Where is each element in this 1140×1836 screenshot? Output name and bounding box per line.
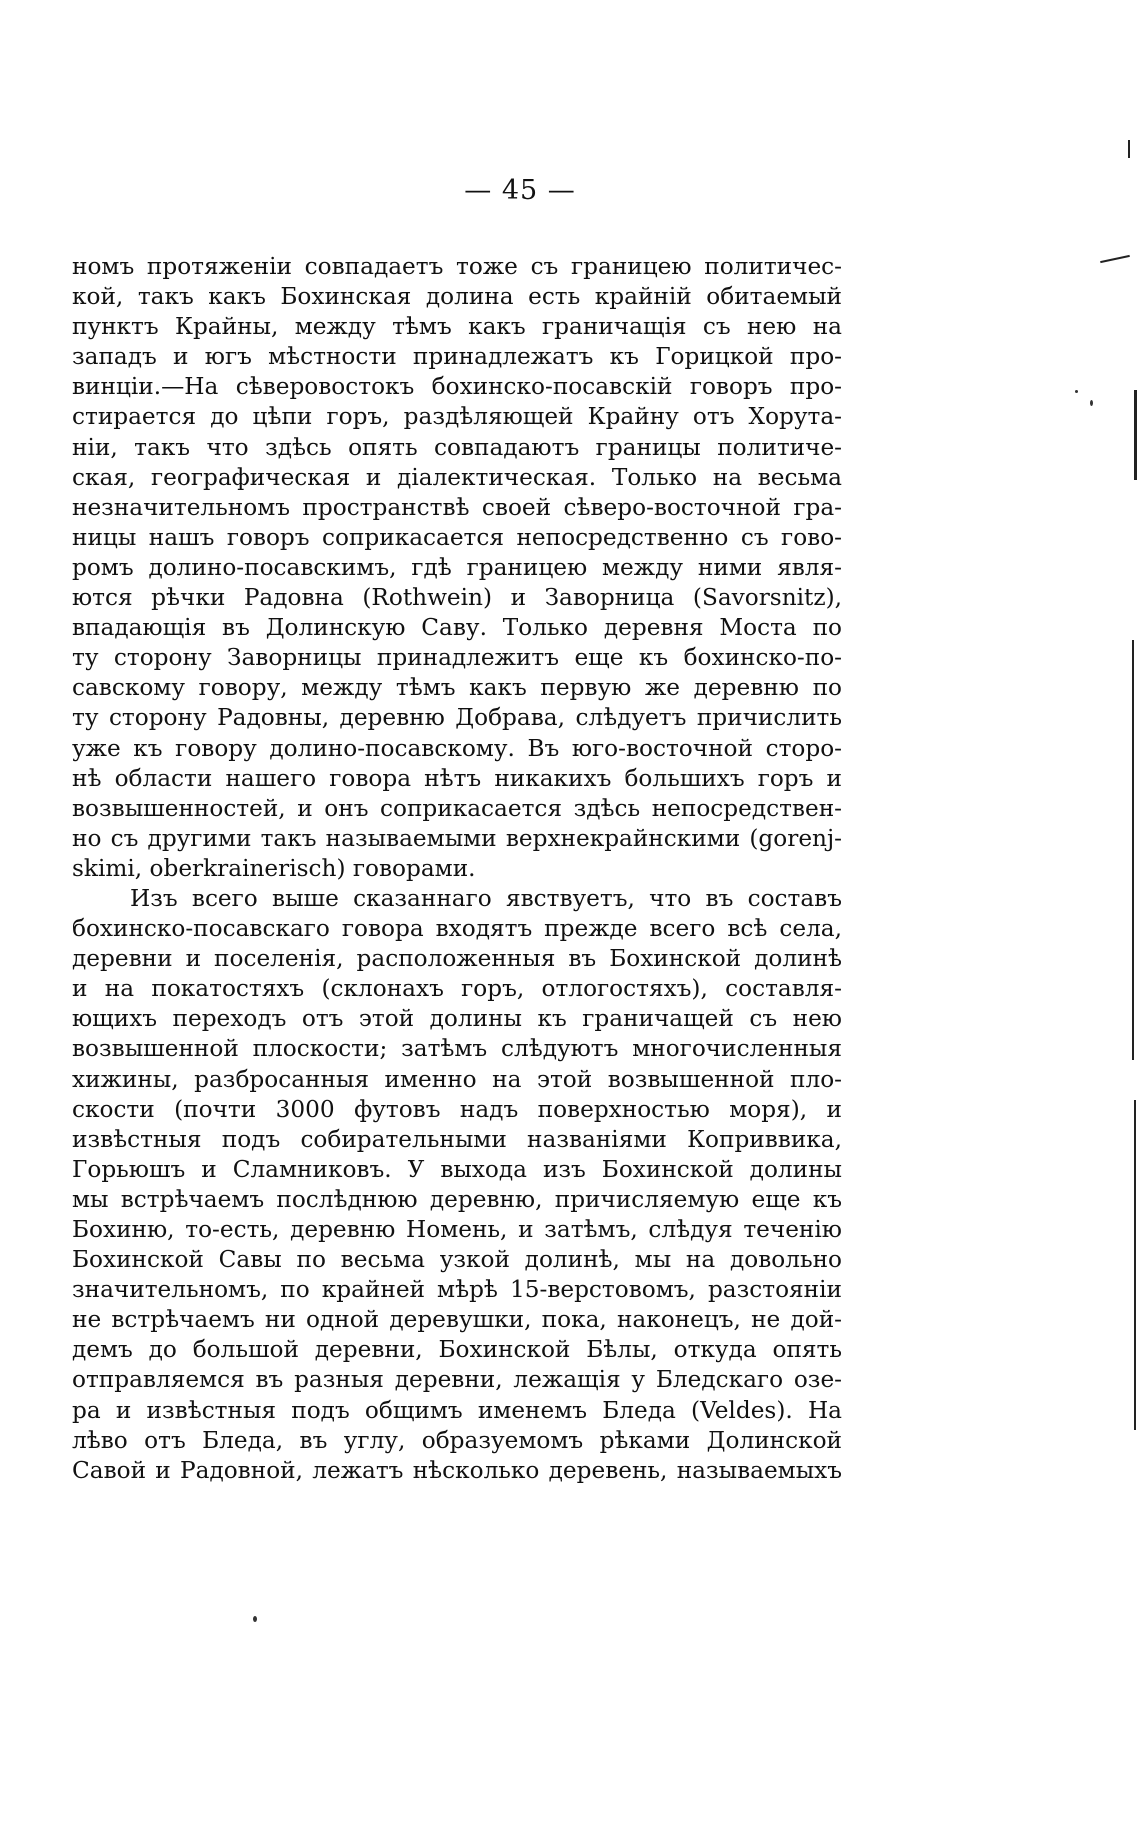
scan-margin-artifact [1128, 140, 1130, 158]
text-line: значительномъ, по крайней мѣрѣ 15-верстовомъ, разстояніи [72, 1276, 842, 1304]
scan-margin-artifact [1134, 390, 1137, 480]
text-line: Бохинской Савы по весьма узкой долинѣ, мы на довольно [72, 1246, 842, 1274]
text-line: хижины, разбросанныя именно на этой возвышенной пло- [72, 1065, 842, 1093]
text-line: ская, географическая и діалектическая. Только на весьма [72, 463, 842, 491]
text-line: и на покатостяхъ (склонахъ горъ, отлогостяхъ), составля- [72, 975, 842, 1003]
text-line: западъ и югъ мѣстности принадлежатъ къ Горицкой про- [72, 343, 842, 371]
body-text [72, 252, 842, 1486]
text-line: Бохиню, то-есть, деревню Номень, и затѣмъ, слѣдуя теченію [72, 1216, 842, 1243]
text-line: стирается до цѣпи горъ, раздѣляющей Крайну отъ Хорута- [72, 403, 842, 431]
text-line: возвышенной плоскости; затѣмъ слѣдуютъ многочисленныя [72, 1035, 842, 1063]
text-line: возвышенностей, и онъ соприкасается здѣсь непосредствен- [72, 794, 842, 822]
scan-margin-artifact [1100, 255, 1130, 263]
text-line: савскому говору, между тѣмъ какъ первую же деревню по [72, 674, 842, 702]
text-line: винціи.—На сѣверовостокъ бохинско-посавскій говоръ про- [72, 373, 842, 401]
text-line: впадающія въ Долинскую Саву. Только деревня Моста по [72, 614, 842, 642]
text-line: деревни и поселенія, расположенныя въ Бохинской долинѣ [72, 945, 842, 973]
text-line: Горьюшъ и Сламниковъ. У выхода изъ Бохинской долины [72, 1155, 842, 1183]
paragraph-2 [72, 884, 842, 1486]
text-line: ту сторону Заворницы принадлежитъ еще къ бохинско-по- [72, 644, 842, 672]
text-line: ту сторону Радовны, деревню Добрава, слѣдуетъ причислить [72, 704, 842, 732]
text-line: skimi, oberkrainerisch) говорами. [72, 854, 476, 882]
text-line: скости (почти 3000 футовъ надъ поверхностью моря), и [72, 1095, 842, 1123]
page-number: — 45 — [464, 175, 576, 206]
text-line: уже къ говору долино-посавскому. Въ юго-восточной сторо- [72, 734, 842, 762]
text-line: ницы нашъ говоръ соприкасается непосредственно съ гово- [72, 523, 842, 551]
text-line: мы встрѣчаемъ послѣднюю деревню, причисляемую еще къ [72, 1185, 842, 1213]
text-line: но съ другими такъ называемыми верхнекрайнскими (gorenj- [72, 824, 842, 852]
text-line: ются рѣчки Радовна (Rothwein) и Заворница (Savorsnitz), [72, 584, 842, 612]
scan-margin-artifact [1132, 640, 1134, 1060]
text-line: незначительномъ пространствѣ своей сѣверо-восточной гра- [72, 493, 842, 521]
text-line: лѣво отъ Бледа, въ углу, образуемомъ рѣками Долинской [72, 1426, 842, 1454]
text-line: демъ до большой деревни, Бохинской Бѣлы, откуда опять [72, 1336, 842, 1364]
text-line: бохинско-посавскаго говора входятъ прежде всего всѣ села, [72, 915, 842, 943]
scan-margin-artifact [1134, 1100, 1136, 1430]
text-line: не встрѣчаемъ ни одной деревушки, пока, наконецъ, не дой- [72, 1306, 842, 1334]
scan-speck [253, 1616, 257, 1622]
scan-speck [1090, 400, 1093, 406]
text-line: номъ протяженіи совпадаетъ тоже съ границею политичес- [72, 253, 842, 280]
text-line: ра и извѣстныя подъ общимъ именемъ Бледа (Veldes). На [72, 1396, 842, 1424]
text-line: кой, такъ какъ Бохинская долина есть крайній обитаемый [72, 283, 842, 311]
text-line: Изъ всего выше сказаннаго явствуетъ, что въ составъ [130, 884, 842, 912]
text-line: нѣ области нашего говора нѣтъ никакихъ большихъ горъ и [72, 764, 842, 792]
text-line: ніи, такъ что здѣсь опять совпадаютъ границы политиче- [72, 433, 842, 461]
text-line: ющихъ переходъ отъ этой долины къ граничащей съ нею [72, 1005, 842, 1033]
text-line: извѣстныя подъ собирательными названіями Коприввика, [72, 1125, 842, 1153]
text-line: отправляемся въ разныя деревни, лежащія у Бледскаго озе- [72, 1366, 842, 1394]
text-line: пунктъ Крайны, между тѣмъ какъ граничащія съ нею на [72, 313, 842, 341]
paragraph-1 [72, 252, 842, 884]
text-line: Савой и Радовной, лежатъ нѣсколько деревень, называемыхъ [72, 1456, 842, 1484]
scan-speck [1075, 390, 1078, 393]
text-line: ромъ долино-посавскимъ, гдѣ границею между ними явля- [72, 553, 842, 581]
